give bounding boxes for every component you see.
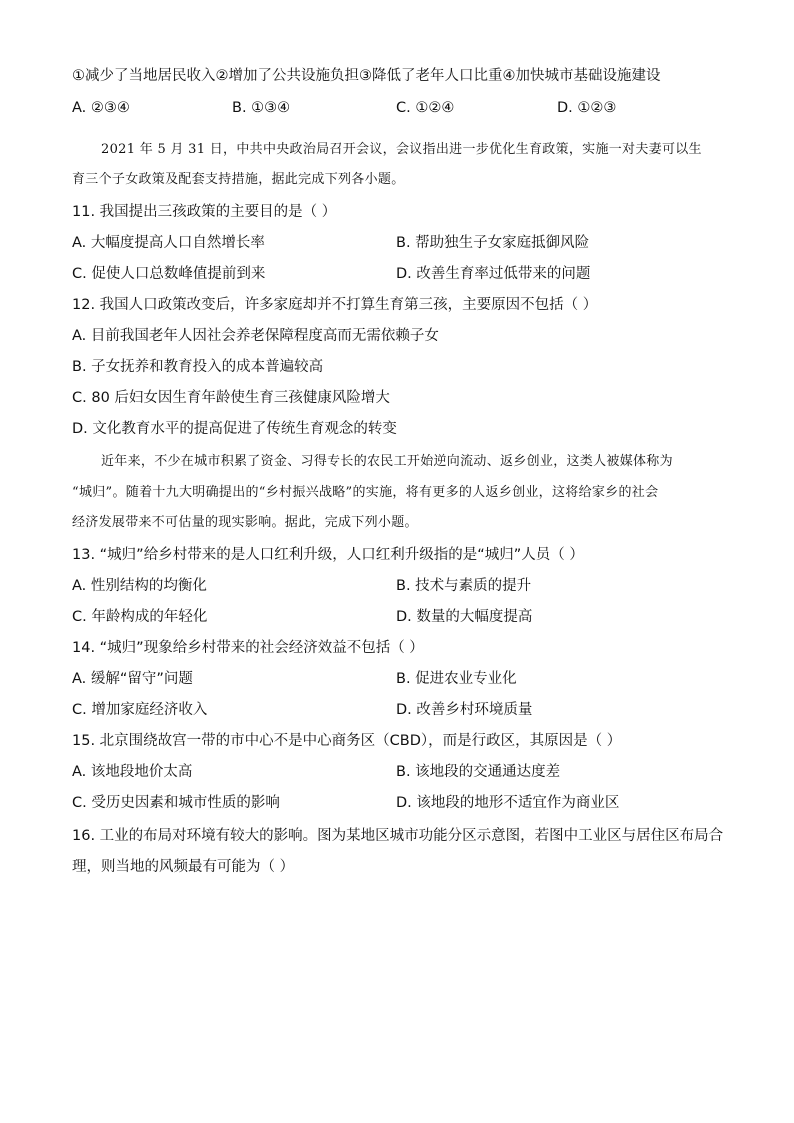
q13-option-c[interactable]: C. 年龄构成的年轻化 — [72, 609, 208, 625]
q14-option-a[interactable]: A. 缓解“留守”问题 — [72, 671, 193, 687]
q12-stem: 12. 我国人口政策改变后，许多家庭却并不打算生育第三孩，主要原因不包括（ ） — [72, 297, 598, 313]
passage1-line2: 育三个子女政策及配套支持措施，据此完成下列各小题。 — [72, 172, 405, 187]
q13-option-d[interactable]: D. 数量的大幅度提高 — [396, 609, 533, 625]
q15-option-a[interactable]: A. 该地段地价太高 — [72, 764, 193, 780]
q12-option-d[interactable]: D. 文化教育水平的提高促进了传统生育观念的转变 — [72, 421, 397, 437]
passage2-line1: 近年来，不少在城市积累了资金、习得专长的农民工开始逆向流动、返乡创业，这类人被媒体称为 — [101, 454, 673, 469]
q10-option-d[interactable]: D. ①②③ — [557, 100, 617, 116]
q11-stem: 11. 我国提出三孩政策的主要目的是（ ） — [72, 204, 337, 220]
q11-option-a[interactable]: A. 大幅度提高人口自然增长率 — [72, 235, 265, 251]
q13-option-b[interactable]: B. 技术与素质的提升 — [396, 578, 532, 594]
q10-option-a[interactable]: A. ②③④ — [72, 100, 130, 116]
q14-stem: 14. “城归”现象给乡村带来的社会经济效益不包括（ ） — [72, 640, 424, 656]
q13-option-a[interactable]: A. 性别结构的均衡化 — [72, 578, 207, 594]
q10-option-b[interactable]: B. ①③④ — [232, 100, 291, 116]
q14-option-c[interactable]: C. 增加家庭经济收入 — [72, 702, 208, 718]
q14-option-b[interactable]: B. 促进农业专业化 — [396, 671, 517, 687]
q14-option-d[interactable]: D. 改善乡村环境质量 — [396, 702, 533, 718]
q12-option-c[interactable]: C. 80 后妇女因生育年龄使生育三孩健康风险增大 — [72, 390, 390, 406]
passage2-line2: “城归”。随着十九大明确提出的“乡村振兴战略”的实施，将有更多的人返乡创业，这将给家乡的社会 — [72, 485, 659, 500]
passage2-line3: 经济发展带来不可估量的现实影响。据此，完成下列小题。 — [72, 515, 418, 530]
q15-option-c[interactable]: C. 受历史因素和城市性质的影响 — [72, 795, 280, 811]
q12-option-b[interactable]: B. 子女抚养和教育投入的成本普遍较高 — [72, 359, 324, 375]
q12-option-a[interactable]: A. 目前我国老年人因社会养老保障程度高而无需依赖子女 — [72, 328, 439, 344]
q11-option-d[interactable]: D. 改善生育率过低带来的问题 — [396, 266, 591, 282]
passage1-line1: 2021 年 5 月 31 日，中共中央政治局召开会议，会议指出进一步优化生育政策，实施一对夫妻可以生 — [101, 142, 702, 157]
q11-option-c[interactable]: C. 促使人口总数峰值提前到来 — [72, 266, 266, 282]
q11-option-b[interactable]: B. 帮助独生子女家庭抵御风险 — [396, 235, 590, 251]
q16-stem-line1: 16. 工业的布局对环境有较大的影响。图为某地区城市功能分区示意图，若图中工业区与居住区布局合 — [72, 828, 724, 844]
q16-stem-line2: 理，则当地的风频最有可能为（ ） — [72, 859, 295, 875]
q10-option-c[interactable]: C. ①②④ — [396, 100, 455, 116]
q15-stem: 15. 北京围绕故宫一带的市中心不是中心商务区（CBD），而是行政区，其原因是（ ） — [72, 733, 622, 749]
q15-option-d[interactable]: D. 该地段的地形不适宜作为商业区 — [396, 795, 620, 811]
q15-option-b[interactable]: B. 该地段的交通通达度差 — [396, 764, 561, 780]
q10-statements: ①减少了当地居民收入②增加了公共设施负担③降低了老年人口比重④加快城市基础设施建设 — [72, 68, 661, 84]
q13-stem: 13. “城归”给乡村带来的是人口红利升级，人口红利升级指的是“城归”人员（ ） — [72, 547, 584, 563]
